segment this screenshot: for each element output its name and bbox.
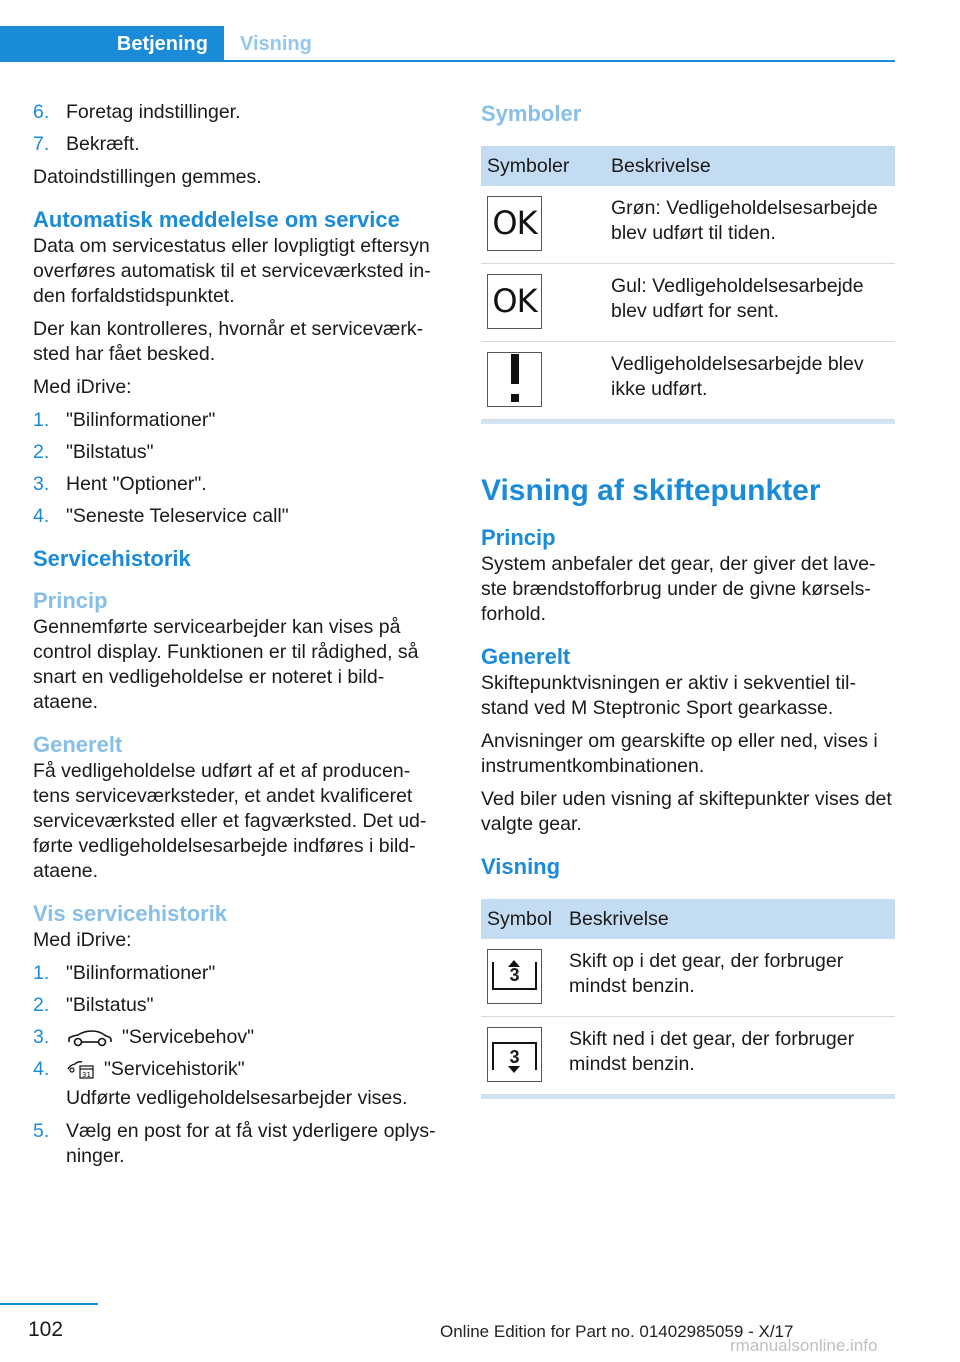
table-row <box>481 1017 895 1095</box>
table-row <box>481 264 895 342</box>
right-column <box>481 100 895 1125</box>
auto-service-paragraph-2: Der kan kontrolleres, hvornår et serviceværk‐sted har fået besked. <box>33 318 424 365</box>
shift-symbols-table <box>481 899 895 1095</box>
service-symbols-table <box>481 146 895 420</box>
generelt-paragraph-right-2: Anvisninger om gearskifte op eller ned, vises i instrumentkombinationen. <box>481 730 878 777</box>
table-header: Beskrivelse <box>605 146 895 186</box>
vis-idrive: Med iDrive: <box>33 929 132 951</box>
symboler-heading: Symboler <box>481 101 582 126</box>
ok-green-icon: OK <box>487 196 542 251</box>
page-number: 102 <box>28 1318 64 1341</box>
generelt-paragraph-right-1: Skiftepunktvisningen er aktiv i sekventiel til‐stand ved M Steptronic Sport gearkasse. <box>481 672 857 719</box>
table-row <box>481 342 895 420</box>
service-history-icon <box>66 1060 96 1080</box>
auto-service-idrive: Med iDrive: <box>33 376 132 398</box>
page-header <box>0 0 960 64</box>
date-saved-text: Datoindstillingen gemmes. <box>33 166 262 188</box>
table-cell: Skift ned i det gear, der forbruger mindst benzin. <box>563 1017 895 1095</box>
list-item: 3. "Servicebehov" <box>33 1026 254 1048</box>
left-column <box>33 100 445 1177</box>
generelt-heading-right: Generelt <box>481 644 571 669</box>
service-history-heading: Servicehistorik <box>33 546 191 571</box>
list-item: 7. Bekræft. <box>33 133 140 155</box>
list-item: 4. 31 "Servicehistorik" <box>33 1058 245 1080</box>
list-item: 3. Hent "Optioner". <box>33 473 207 495</box>
princip-paragraph-left: Gennemførte servicearbejder kan vises på control display. Funktionen er til rådighed, så snart en vedligeholdelse er noteret i bild‐ataene. <box>33 616 419 713</box>
table-end-bar <box>481 420 895 424</box>
watermark: rmanualsonline.info <box>730 1336 878 1355</box>
vis-sub-text: Udførte vedligeholdelsesarbejder vises. <box>66 1087 408 1109</box>
vis-step-5 <box>33 1119 445 1169</box>
auto-service-paragraph-1: Data om servicestatus eller lovpligtigt eftersyn overføres automatisk til et serviceværksted in‐den forfaldstidspunktet. <box>33 235 431 307</box>
list-item: 2. "Bilstatus" <box>33 994 154 1016</box>
ok-yellow-icon: OK <box>487 274 542 329</box>
table-cell: Vedligeholdelsesarbejde blev ikke udført. <box>605 342 895 420</box>
table-cell: Grøn: Vedligeholdelsesarbejde blev udført til tiden. <box>605 186 895 264</box>
list-item: 4. "Seneste Teleservice call" <box>33 505 289 527</box>
table-row <box>481 939 895 1017</box>
list-item: 6. Foretag indstillinger. <box>33 101 241 123</box>
footer-divider <box>0 1303 98 1305</box>
table-header: Symboler <box>481 146 605 186</box>
princip-heading-right: Princip <box>481 525 556 550</box>
auto-service-heading: Automatisk meddelelse om service <box>33 207 400 232</box>
svg-text:31: 31 <box>82 1070 91 1079</box>
generelt-heading-left: Generelt <box>33 732 123 757</box>
table-row <box>481 186 895 264</box>
table-header: Beskrivelse <box>563 899 895 939</box>
list-item: 1. "Bilinformationer" <box>33 962 216 984</box>
table-cell: Skift op i det gear, der forbruger mindst benzin. <box>563 939 895 1017</box>
edition-text: Online Edition for Part no. 01402985059 - X/17 <box>440 1322 794 1341</box>
list-item: 2. "Bilstatus" <box>33 441 154 463</box>
princip-heading-left: Princip <box>33 588 108 613</box>
table-end-bar <box>481 1095 895 1099</box>
skiftepunkter-heading: Visning af skiftepunkter <box>481 474 821 507</box>
tab-betjening[interactable]: Betjening <box>0 26 224 62</box>
car-icon <box>66 1029 114 1047</box>
table-header: Symbol <box>481 899 563 939</box>
generelt-paragraph-right-3: Ved biler uden visning af skiftepunkter vises det valgte gear. <box>481 788 892 835</box>
list-item: 1. "Bilinformationer" <box>33 409 216 431</box>
auto-service-steps <box>33 408 445 529</box>
generelt-paragraph-left: Få vedligeholdelse udført af et af producen‐tens serviceværksteder, et andet kvalificeret serviceværksted eller et fagværksted. Det ud‐førte vedligeholdelsesarbejde indføres i bild‐ataene. <box>33 760 427 882</box>
steps-top-list <box>33 100 445 157</box>
princip-paragraph-right: System anbefaler det gear, der giver det lave‐ste brændstofforbrug under de givne kørsels‐forhold. <box>481 553 876 625</box>
tab-visning[interactable]: Visning <box>240 32 312 55</box>
shift-down-icon: 3 <box>487 1027 542 1082</box>
shift-up-icon: 3 <box>487 949 542 1004</box>
vis-servicehistorik-heading: Vis servicehistorik <box>33 901 228 926</box>
vis-steps <box>33 961 445 1082</box>
visning-heading: Visning <box>481 854 561 879</box>
exclamation-icon <box>487 352 542 407</box>
header-divider <box>0 60 895 62</box>
table-cell: Gul: Vedligeholdelsesarbejde blev udført for sent. <box>605 264 895 342</box>
list-item: 5. Vælg en post for at få vist yderligere oplys‐ninger. <box>33 1120 436 1167</box>
